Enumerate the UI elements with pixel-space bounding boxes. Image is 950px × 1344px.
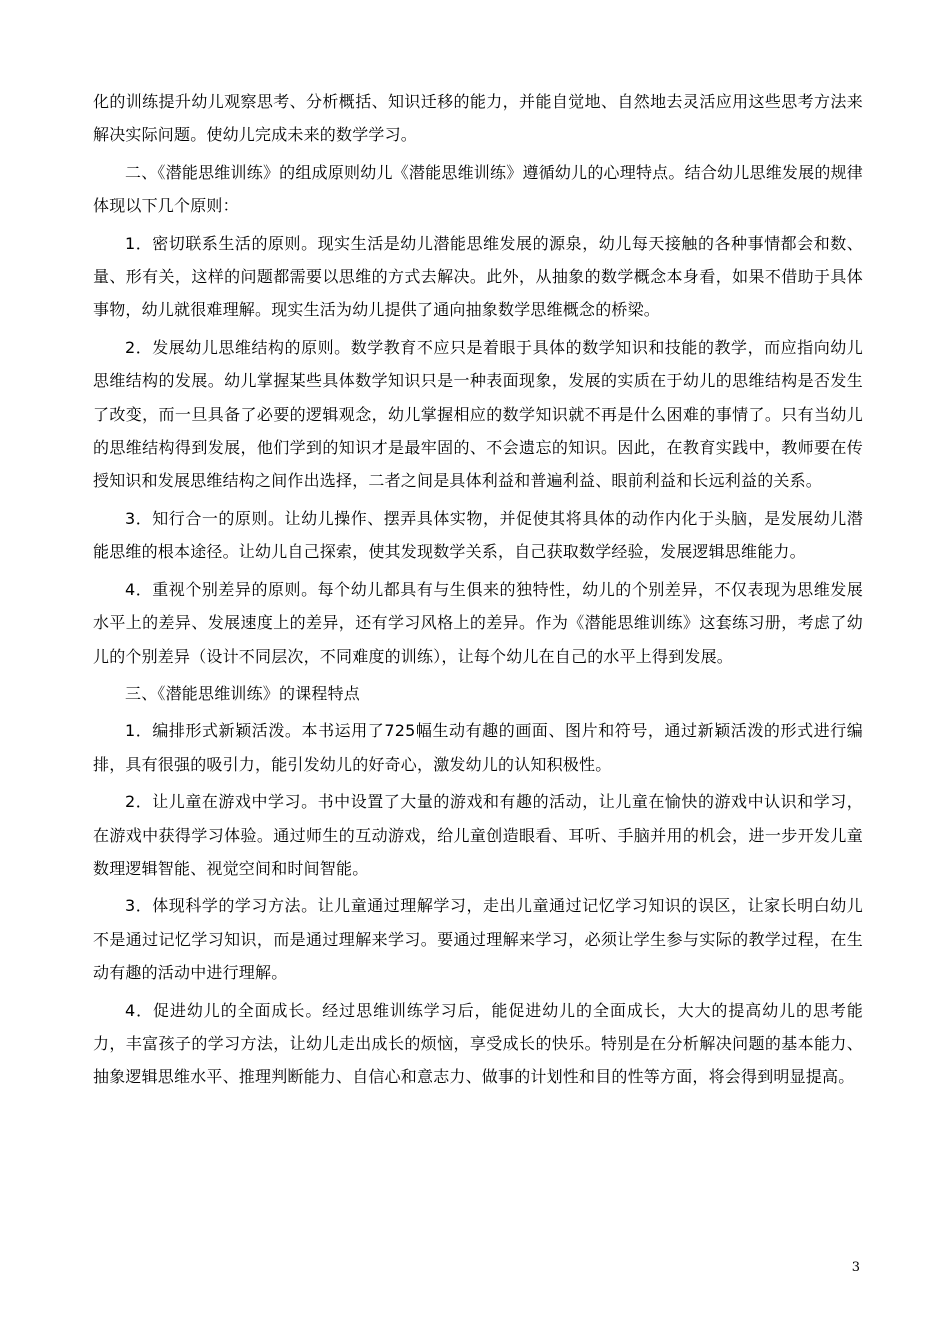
page-number: 3 bbox=[851, 1260, 860, 1275]
paragraph-4: 2．发展幼儿思维结构的原则。数学教育不应只是着眼于具体的数学知识和技能的教学，而应指向幼儿思维结构的发展。幼儿掌握某些具体数学知识只是一种表面现象，发展的实质在于幼儿的思维结构是否发生了改变，而一旦具备了必要的逻辑观念，幼儿掌握相应的数学知识就不再是什么困难的事情了。只有当幼儿的思维结构得到发展，他们学到的知识才是最牢固的、不会遗忘的知识。因此，在教育实践中，教师要在传授知识和发展思维结构之间作出选择，二者之间是具体利益和普遍利益、眼前利益和长远利益的关系。 bbox=[93, 337, 863, 491]
paragraph-6: 4．重视个别差异的原则。每个幼儿都具有与生俱来的独特性，幼儿的个别差异，不仅表现为思维发展水平上的差异、发展速度上的差异，还有学习风格上的差异。作为《潜能思维训练》这套练习册，考虑了幼儿的个别差异（设计不同层次，不同难度的训练），让每个幼儿在自己的水平上得到发展。 bbox=[93, 579, 863, 666]
document-body bbox=[93, 85, 863, 1098]
section-heading: 三、《潜能思维训练》的课程特点 bbox=[125, 683, 361, 703]
paragraph-1: 化的训练提升幼儿观察思考、分析概括、知识迁移的能力，并能自觉地、自然地去灵活应用这些思考方法来解决实际问题。使幼儿完成未来的数学学习。 bbox=[93, 92, 863, 145]
paragraph-5: 3．知行合一的原则。让幼儿操作、摆弄具体实物，并促使其将具体的动作内化于头脑，是发展幼儿潜能思维的根本途径。让幼儿自己探索，使其发现数学关系，自己获取数学经验，发展逻辑思维能力。 bbox=[93, 508, 863, 562]
paragraph-3: 1．密切联系生活的原则。现实生活是幼儿潜能思维发展的源泉，幼儿每天接触的各种事情都会和数、量、形有关，这样的问题都需要以思维的方式去解决。此外，从抽象的数学概念本身看，如果不借助于具体事物，幼儿就很难理解。现实生活为幼儿提供了通向抽象数学思维概念的桥梁。 bbox=[93, 233, 863, 320]
paragraph-8: 1．编排形式新颖活泼。本书运用了725幅生动有趣的画面、图片和符号，通过新颖活泼的形式进行编排，具有很强的吸引力，能引发幼儿的好奇心，激发幼儿的认知积极性。 bbox=[93, 721, 863, 774]
paragraph-10: 3．体现科学的学习方法。让儿童通过理解学习，走出儿童通过记忆学习知识的误区，让家长明白幼儿不是通过记忆学习知识，而是通过理解来学习。要通过理解来学习，必须让学生参与实际的教学过程，在生动有趣的活动中进行理解。 bbox=[93, 896, 863, 983]
paragraph-2: 二、《潜能思维训练》的组成原则幼儿《潜能思维训练》遵循幼儿的心理特点。结合幼儿思维发展的规律体现以下几个原则： bbox=[93, 162, 863, 216]
paragraph-9: 2．让儿童在游戏中学习。书中设置了大量的游戏和有趣的活动，让儿童在愉快的游戏中认识和学习，在游戏中获得学习体验。通过师生的互动游戏，给儿童创造眼看、耳听、手脑并用的机会，进一步开发儿童数理逻辑智能、视觉空间和时间智能。 bbox=[93, 792, 863, 878]
paragraph-11: 4．促进幼儿的全面成长。经过思维训练学习后，能促进幼儿的全面成长，大大的提高幼儿的思考能力，丰富孩子的学习方法，让幼儿走出成长的烦恼，享受成长的快乐。特别是在分析解决问题的基本能力、抽象逻辑思维水平、推理判断能力、自信心和意志力、做事的计划性和目的性等方面，将会得到明显提高。 bbox=[93, 1000, 863, 1087]
